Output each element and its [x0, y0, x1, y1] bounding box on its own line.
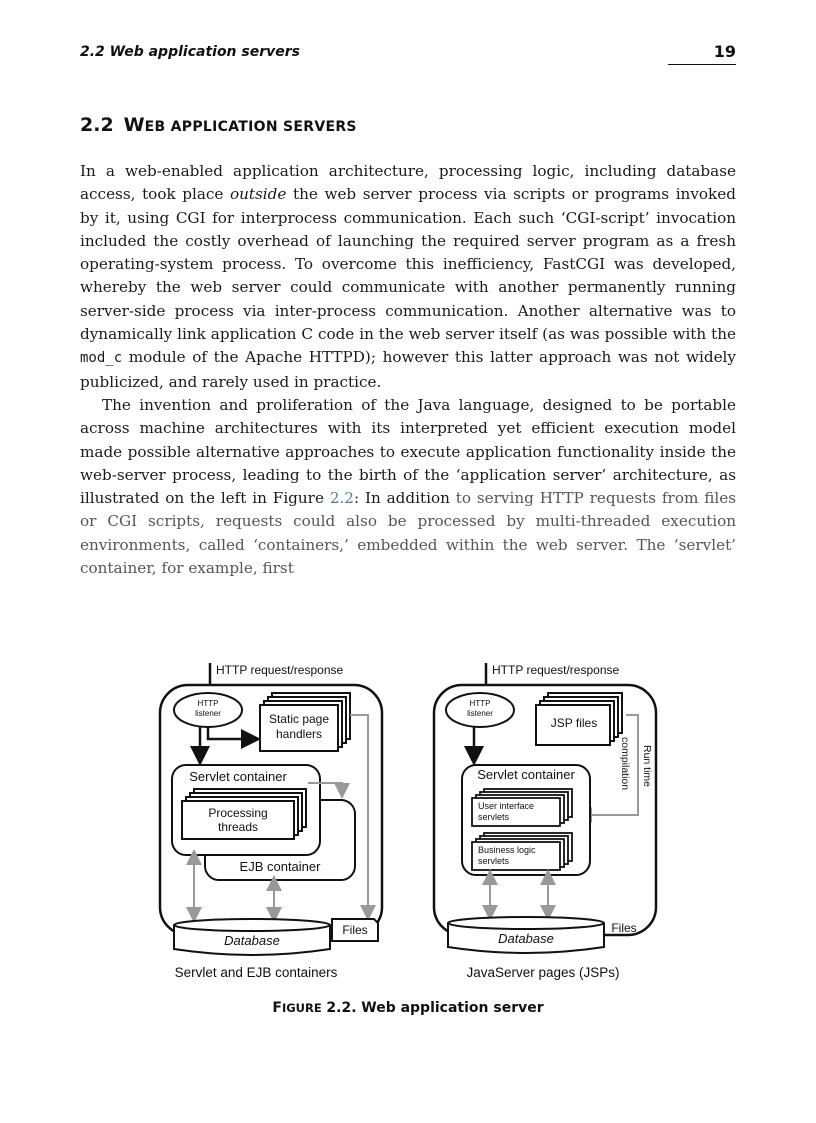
header-rule [668, 64, 736, 65]
right-ui-label1: User interface [478, 801, 535, 811]
right-runtime-label2: compilation [619, 737, 631, 791]
body-text [80, 160, 736, 580]
right-jsp-label: JSP files [550, 716, 598, 730]
paragraph-1-text-a: In a web-enabled application architecture, processing logic, including database access, took place [80, 162, 736, 204]
running-header-title: 2.2 Web application servers [80, 44, 300, 60]
right-database-label: Database [498, 931, 554, 946]
caption-number: 2.2. [326, 1000, 357, 1016]
paragraph-2-text-b: : In addition [353, 489, 456, 508]
right-ui-label2: servlets [478, 812, 510, 822]
caption-label-rest: IGURE [281, 1001, 322, 1015]
paragraph-1-emphasis: outside [229, 185, 287, 204]
figure-caption [0, 1000, 816, 1016]
left-listener-line1: HTTP [197, 699, 219, 708]
left-static-label1: Static page [268, 712, 330, 726]
right-bl-label2: servlets [478, 856, 510, 866]
section-title-initial: W [123, 114, 145, 136]
paragraph-2 [80, 394, 736, 580]
section-number: 2.2 [80, 114, 114, 136]
web-application-server-diagram [150, 655, 670, 995]
right-listener-line2: listener [467, 709, 493, 718]
left-files-label: Files [342, 923, 368, 937]
caption-title: Web application server [361, 1000, 544, 1016]
right-bl-label1: Business logic [478, 845, 536, 855]
right-subtitle: JavaServer pages (JSPs) [466, 965, 620, 980]
figure-2-2 [150, 655, 670, 995]
right-listener-line1: HTTP [469, 699, 491, 708]
paragraph-1 [80, 160, 736, 394]
right-runtime-label1: Run time [641, 745, 653, 788]
right-http-label: HTTP request/response [492, 663, 620, 677]
right-servlet-label: Servlet container [477, 767, 575, 782]
left-subtitle: Servlet and EJB containers [174, 965, 338, 980]
paragraph-2-text-c: to serving HTTP requests from files or CGI scripts, requests could also be processed by multi-threaded execution environments, called ‘containers,’ embedded within the web server. The ‘servlet’ container, for example, first [80, 489, 737, 578]
section-heading [80, 114, 357, 136]
paragraph-2-text-a: The invention and proliferation of the Java language, designed to be portable across machine architectures with its interpreted yet efficient execution model made possible alternative approaches to execute application functionality inside the web-server process, leading to the birth of the ‘application server’ architecture, as illustrated on the left in Figure [80, 395, 736, 508]
left-diagram [160, 663, 382, 980]
figure-reference-link[interactable]: 2.2 [329, 489, 354, 508]
paragraph-1-text-b: the web server process via scripts or programs invoked by it, using CGI for interprocess communication. Each such ‘CGI-script’ invocation included the costly overhead of launching the required server program as a fresh operating-system process. To overcome this inefficiency, FastCGI was developed, whereby the web server could communicate with another permanently running server-side process via inter-process communication. Another alternative was to dynamically link application C code in the web server itself (as was possible with the [80, 185, 736, 344]
left-database-label: Database [224, 933, 280, 948]
left-ejb-label: EJB container [239, 859, 321, 874]
paragraph-1-text-c: module of the Apache HTTPD); however this latter approach was not widely publicized, and rarely used in practice. [80, 348, 736, 391]
left-http-label: HTTP request/response [216, 663, 344, 677]
left-servlet-label: Servlet container [189, 769, 287, 784]
caption-label-initial: F [272, 1000, 282, 1016]
left-threads-label2: threads [217, 820, 259, 834]
right-diagram [434, 663, 656, 980]
right-files-label: Files [611, 921, 637, 935]
left-listener-line2: listener [195, 709, 221, 718]
left-threads-label1: Processing [208, 806, 268, 820]
inline-code-mod-c: mod_c [80, 350, 123, 367]
page-number: 19 [713, 42, 736, 61]
left-static-label2: handlers [275, 727, 323, 741]
section-title-rest: EB APPLICATION SERVERS [144, 119, 357, 135]
